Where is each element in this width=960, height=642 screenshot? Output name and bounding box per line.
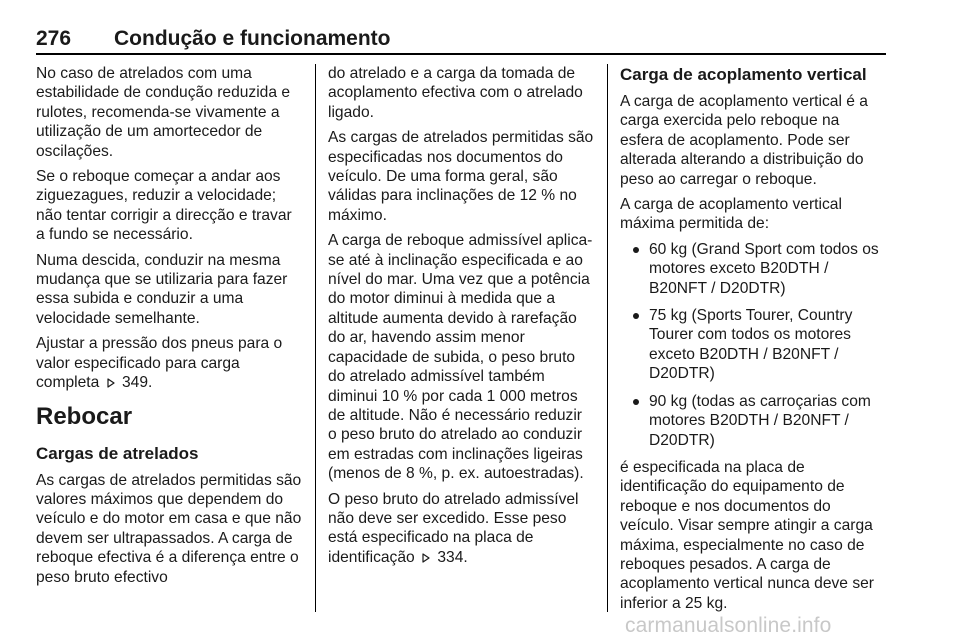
paragraph: Numa descida, conduzir na mesma mudança que se utilizaria para fazer essa subida e conduzir a uma velocidade semelhante. [36,251,288,327]
paragraph-text: Ajustar a pressão dos pneus para o valor especificado para carga completa [36,335,283,392]
paragraph: As cargas de atrelados permitidas são valores máximos que dependem do veículo e do motor em casa e que não devem ser ultrapassados. A carga de reboque efectiva é a diferença entre o peso bruto efectivo [36,471,302,586]
bullet-icon [633,399,639,405]
sub-heading: Carga de acoplamento vertical [620,65,867,84]
paragraph: do atrelado e a carga da tomada de acoplamento efectiva com o atrelado ligado. [328,65,583,121]
list-item [620,392,886,450]
page-reference[interactable]: 349. [121,374,153,392]
paragraph-text: O peso bruto do atrelado admissível não deve ser excedido. Esse peso está especificado na placa de identificação [328,490,579,566]
paragraph: A carga de reboque admissível aplica-se até à inclinação especificada e ao nível do mar. Uma vez que a potência do motor diminui à medida que a altitude aumenta devido à rarefação do ar, havendo assim menor capacidade de subida, o peso bruto do atrelado admissível também diminui 10 % por cada 1 000 metros de altitude. Não é necessário reduzir o peso bruto do atrelado ao conduzir em estradas com inclinações ligeiras (menos de 8 %, p. ex. autoestradas). [328,232,593,483]
section-heading: Rebocar [36,402,133,430]
list-item [620,306,886,384]
sub-heading: Cargas de atrelados [36,443,199,463]
column-3 [620,64,886,619]
page-reference[interactable]: 334. [437,548,468,566]
list-item-text: 90 kg (todas as carroçarias com motores B20DTH / B20NFT / D20DTR) [649,392,871,449]
column-divider [607,64,608,612]
paragraph: As cargas de atrelados permitidas são especificadas nos documentos do veículo. De uma forma geral, são válidas para inclinações de 12 % no máximo. [328,129,594,224]
list-item [620,240,886,298]
bullet-icon [633,247,639,253]
column-2 [328,64,594,573]
xref-arrow-icon[interactable] [421,553,431,563]
bullet-icon [633,313,639,319]
list-item-text: 60 kg (Grand Sport com todos os motores exceto B20DTH / B20NFT / D20DTR) [649,240,879,297]
bullet-list [620,240,886,450]
paragraph: A carga de acoplamento vertical é a carga exercida pelo reboque na esfera de acoplamento. Pode ser alterada alterando a distribuição do peso ao carregar o reboque. [620,93,868,188]
paragraph-with-xref [36,334,302,392]
paragraph-with-xref [328,490,594,568]
page-header [36,26,886,54]
chapter-title: Condução e funcionamento [114,27,391,50]
page-number: 276 [36,27,72,50]
paragraph: No caso de atrelados com uma estabilidade de condução reduzida e rulotes, recomenda-se vivamente a utilização de um amortecedor de oscilações. [36,65,291,160]
header-divider [36,53,886,55]
paragraph: Se o reboque começar a andar aos ziguezagues, reduzir a velocidade; não tentar corrigir a direcção e travar a fundo se necessário. [36,168,292,244]
column-1 [36,64,302,593]
paragraph: A carga de acoplamento vertical máxima permitida de: [620,196,842,233]
paragraph: é especificada na placa de identificação do equipamento de reboque e nos documentos do veículo. Visar sempre atingir a carga máxima, especialmente no caso de reboques pesados. A carga de acoplamento vertical nunca deve ser inferior a 25 kg. [620,458,874,612]
watermark: carmanualsonline.info [625,614,832,637]
list-item-text: 75 kg (Sports Tourer, Country Tourer com todos os motores exceto B20DTH / B20NFT / D20DTR) [649,307,853,383]
column-divider [315,64,316,612]
xref-arrow-icon[interactable] [106,378,116,388]
